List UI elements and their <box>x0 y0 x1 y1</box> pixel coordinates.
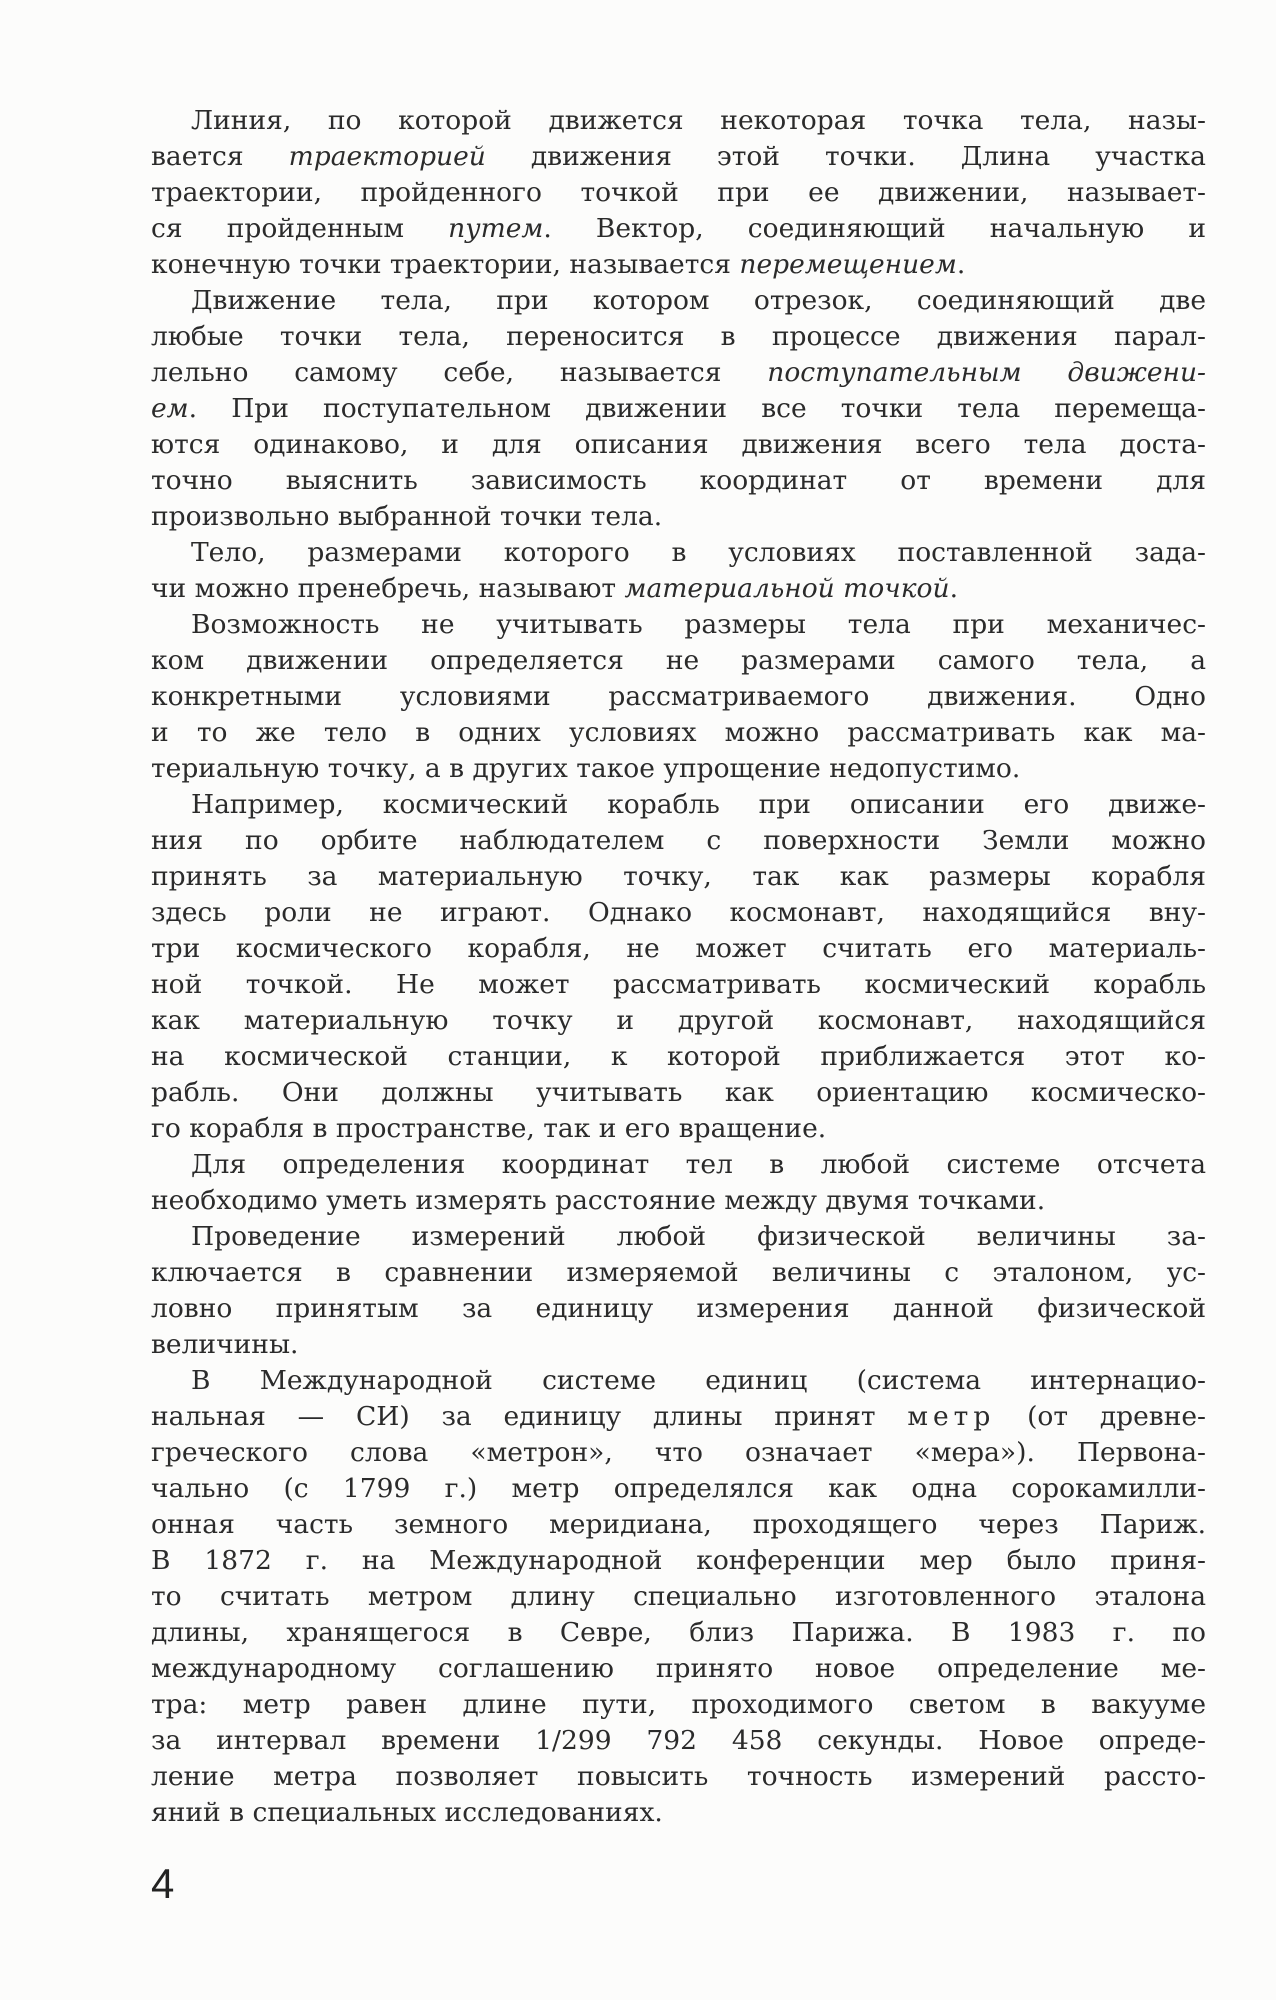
text-line <box>151 391 1206 427</box>
text-line <box>151 823 1206 859</box>
text-run: териальную точку, а в других такое упрощение недопустимо. <box>151 753 1021 784</box>
text-line <box>151 1327 1206 1363</box>
paragraph <box>151 535 1206 607</box>
text-run: . <box>956 249 966 280</box>
text-line <box>151 1435 1206 1471</box>
text-line <box>151 283 1206 319</box>
text-run: лельно самому себе, называется <box>151 357 768 388</box>
text-line <box>151 643 1206 679</box>
text-line <box>151 1111 1206 1147</box>
text-line <box>151 607 1206 643</box>
text-line <box>151 859 1206 895</box>
text-line <box>151 1147 1206 1183</box>
text-line <box>151 895 1206 931</box>
text-run: движения этой точки. Длина участка <box>485 141 1206 172</box>
text-line <box>151 1291 1206 1327</box>
italic-term: ем <box>151 393 189 424</box>
text-run: ной точкой. Не может рассматривать космический корабль <box>151 969 1206 1000</box>
text-run: яний в специальных исследованиях. <box>151 1797 663 1828</box>
text-run: за интервал времени 1/299 792 458 секунды. Новое опреде- <box>151 1725 1206 1756</box>
page-number: 4 <box>151 1860 175 1907</box>
text-run: Возможность не учитывать размеры тела при механичес- <box>191 609 1206 640</box>
text-line <box>151 571 1206 607</box>
text-line <box>151 931 1206 967</box>
text-run: и то же тело в одних условиях можно рассматривать как ма- <box>151 717 1206 748</box>
paragraph <box>151 103 1206 283</box>
text-line <box>151 211 1206 247</box>
text-run: греческого слова «метрон», что означает «мера»). Первона- <box>151 1437 1206 1468</box>
paragraph <box>151 787 1206 1147</box>
text-line <box>151 1687 1206 1723</box>
text-line <box>151 103 1206 139</box>
text-run: В 1872 г. на Международной конференции мер было приня- <box>151 1545 1206 1576</box>
text-line <box>151 1039 1206 1075</box>
text-run: ком движении определяется не размерами самого тела, а <box>151 645 1206 676</box>
text-line <box>151 1759 1206 1795</box>
text-line <box>151 679 1206 715</box>
text-line <box>151 355 1206 391</box>
text-line <box>151 1363 1206 1399</box>
text-run: необходимо уметь измерять расстояние между двумя точками. <box>151 1185 1046 1216</box>
text-line <box>151 1507 1206 1543</box>
text-run: . Вектор, соединяющий начальную и <box>543 213 1206 244</box>
paragraph <box>151 1147 1206 1219</box>
text-run: здесь роли не играют. Однако космонавт, находящийся вну- <box>151 897 1206 928</box>
text-run: Движение тела, при котором отрезок, соединяющий две <box>191 285 1206 316</box>
italic-term: траекторией <box>288 141 486 172</box>
text-run: ся пройденным <box>151 213 449 244</box>
text-line <box>151 499 1206 535</box>
text-run: Тело, размерами которого в условиях поставленной зада- <box>191 537 1206 568</box>
text-line <box>151 1651 1206 1687</box>
text-line <box>151 463 1206 499</box>
text-run: конечную точки траектории, называется <box>151 249 740 280</box>
text-line <box>151 1255 1206 1291</box>
text-line <box>151 247 1206 283</box>
text-run: Линия, по которой движется некоторая точка тела, назы- <box>191 105 1206 136</box>
text-run: точно выяснить зависимость координат от времени для <box>151 465 1206 496</box>
text-line <box>151 427 1206 463</box>
text-run: ловно принятым за единицу измерения данной физической <box>151 1293 1206 1324</box>
text-line <box>151 535 1206 571</box>
text-run: вается <box>151 141 289 172</box>
text-run: величины. <box>151 1329 299 1360</box>
text-run: . <box>949 573 958 604</box>
paragraph <box>151 607 1206 787</box>
text-run: В Международной системе единиц (система интернацио- <box>191 1365 1206 1396</box>
text-run: любые точки тела, переносится в процессе движения парал- <box>151 321 1206 352</box>
text-run: ление метра позволяет повысить точность измерений рассто- <box>151 1761 1206 1792</box>
page-body-text <box>151 103 1206 1831</box>
paragraph <box>151 283 1206 535</box>
text-line <box>151 715 1206 751</box>
text-run: Например, космический корабль при описании его движе- <box>191 789 1206 820</box>
text-line <box>151 1471 1206 1507</box>
text-run: . При поступательном движении все точки тела перемеща- <box>188 393 1206 424</box>
text-run: длины, хранящегося в Севре, близ Парижа. В 1983 г. по <box>151 1617 1206 1648</box>
text-run: на космической станции, к которой приближается этот ко- <box>151 1041 1206 1072</box>
text-run: три космического корабля, не может считать его материаль- <box>151 933 1206 964</box>
text-run: конкретными условиями рассматриваемого движения. Одно <box>151 681 1206 712</box>
paragraph <box>151 1219 1206 1363</box>
text-line <box>151 1543 1206 1579</box>
text-run: то считать метром длину специально изготовленного эталона <box>151 1581 1206 1612</box>
text-run: рабль. Они должны учитывать как ориентацию космическо- <box>151 1077 1206 1108</box>
text-run: Для определения координат тел в любой системе отсчета <box>191 1149 1206 1180</box>
text-run: ключается в сравнении измеряемой величины с эталоном, ус- <box>151 1257 1206 1288</box>
text-line <box>151 139 1206 175</box>
italic-term: материальной точкой <box>624 573 950 604</box>
text-line <box>151 1723 1206 1759</box>
text-line <box>151 1075 1206 1111</box>
text-line <box>151 1615 1206 1651</box>
text-line <box>151 319 1206 355</box>
text-run: онная часть земного меридиана, проходящего через Париж. <box>151 1509 1206 1540</box>
text-run: траектории, пройденного точкой при ее движении, называет- <box>151 177 1206 208</box>
text-line <box>151 787 1206 823</box>
italic-term: путем <box>448 213 544 244</box>
text-line <box>151 967 1206 1003</box>
text-run: принять за материальную точку, так как размеры корабля <box>151 861 1206 892</box>
text-run: произвольно выбранной точки тела. <box>151 501 663 532</box>
spaced-term: метр <box>907 1401 996 1432</box>
text-run: чально (с 1799 г.) метр определялся как одна сорокамилли- <box>151 1473 1206 1504</box>
text-line <box>151 1003 1206 1039</box>
text-run: как материальную точку и другой космонавт, находящийся <box>151 1005 1206 1036</box>
text-run: нальная — СИ) за единицу длины принят <box>151 1401 908 1432</box>
text-run: го корабля в пространстве, так и его вращение. <box>151 1113 827 1144</box>
text-line <box>151 1399 1206 1435</box>
text-line <box>151 1579 1206 1615</box>
text-line <box>151 1219 1206 1255</box>
text-run: ния по орбите наблюдателем с поверхности Земли можно <box>151 825 1206 856</box>
italic-term: поступательным движени- <box>767 357 1206 388</box>
text-run: ются одинаково, и для описания движения всего тела доста- <box>151 429 1206 460</box>
text-line <box>151 1795 1206 1831</box>
text-run: (от древне- <box>995 1401 1206 1432</box>
text-run: Проведение измерений любой физической величины за- <box>191 1221 1206 1252</box>
text-line <box>151 1183 1206 1219</box>
text-line <box>151 175 1206 211</box>
text-run: международному соглашению принято новое определение ме- <box>151 1653 1206 1684</box>
text-run: тра: метр равен длине пути, проходимого светом в вакууме <box>151 1689 1206 1720</box>
italic-term: перемещением <box>739 249 957 280</box>
text-run: чи можно пренебречь, называют <box>151 573 625 604</box>
text-line <box>151 751 1206 787</box>
paragraph <box>151 1363 1206 1831</box>
